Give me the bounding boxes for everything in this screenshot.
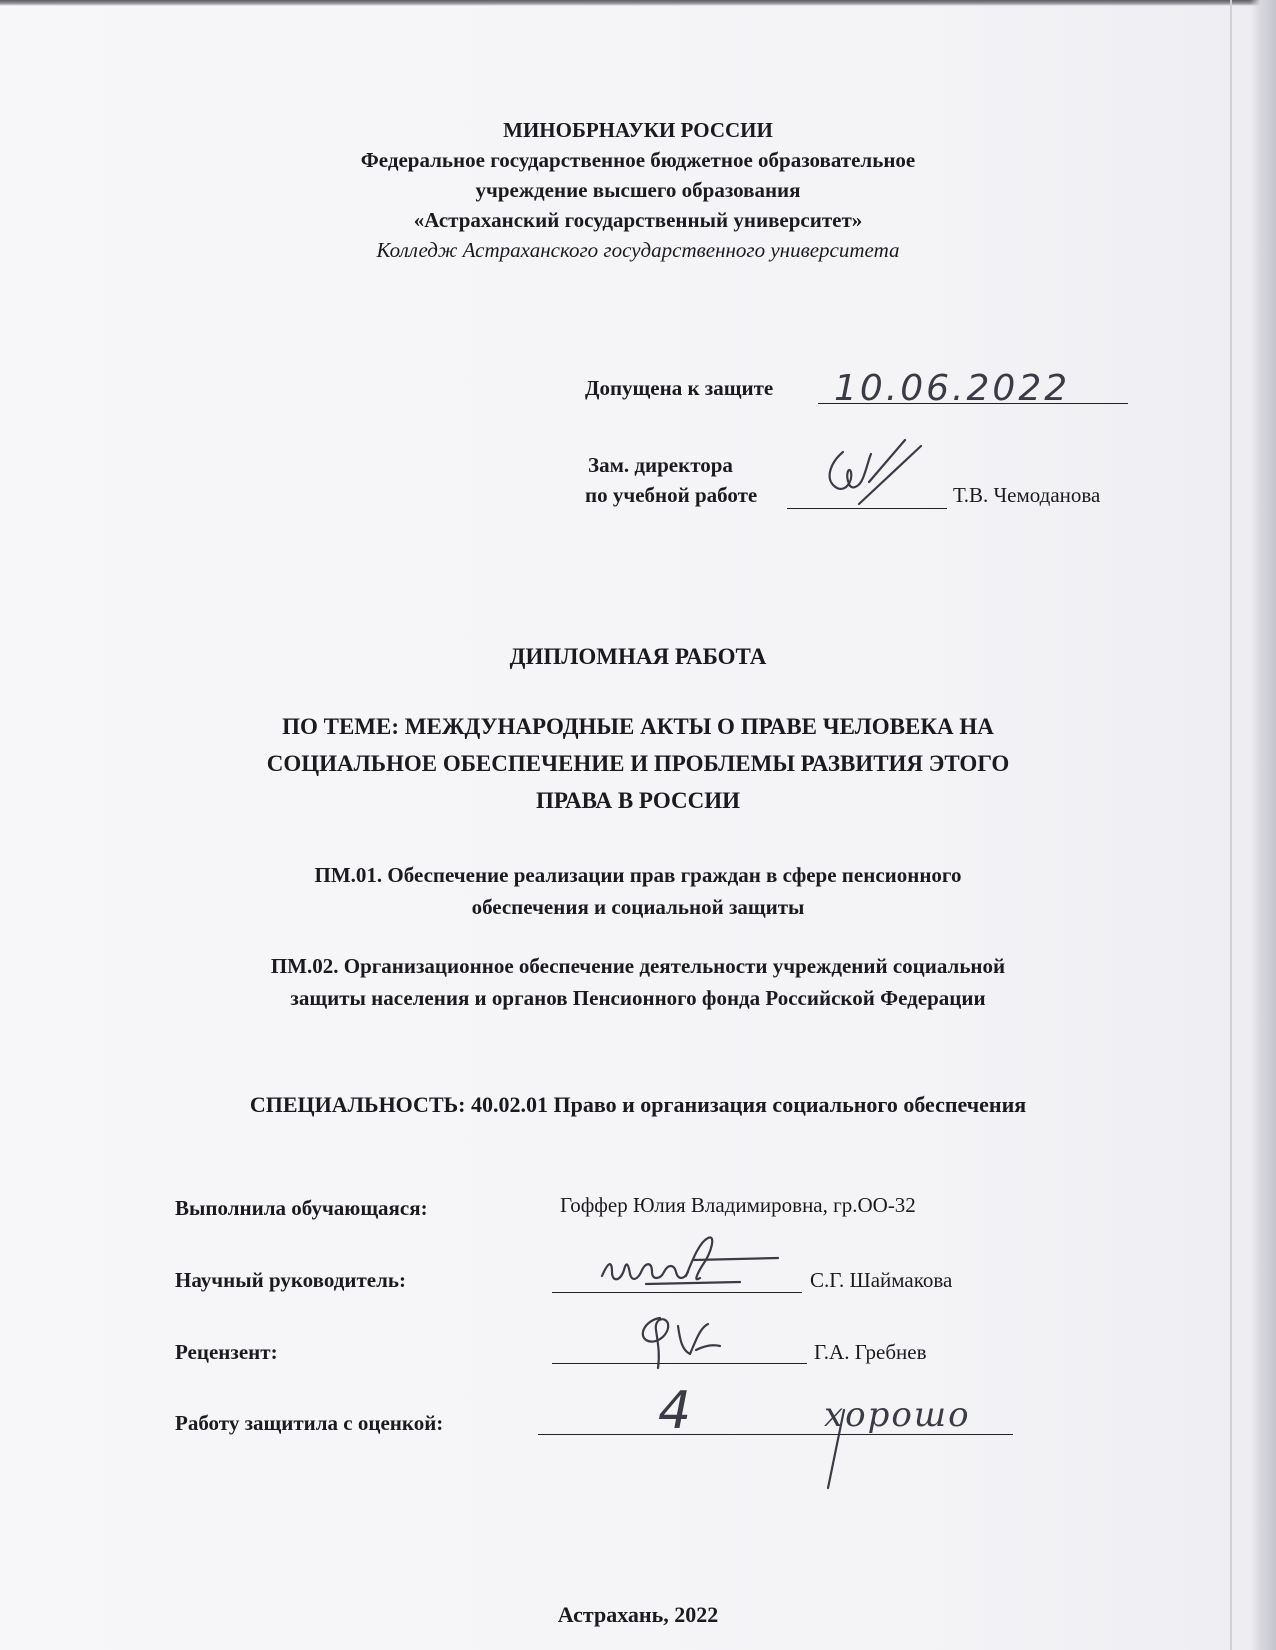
ministry-name: МИНОБРНАУКИ РОССИИ (503, 118, 773, 142)
topic-line-2: СОЦИАЛЬНОЕ ОБЕСПЕЧЕНИЕ И ПРОБЛЕМЫ РАЗВИТИЯ ЭТОГО (266, 751, 1010, 776)
city-year: Астрахань, 2022 (557, 1602, 719, 1627)
student-value: Гоффер Юлия Владимировна, гр.ОО-32 (560, 1193, 916, 1217)
pm01-line-1: ПМ.01. Обеспечение реализации прав граждан в сфере пенсионного (314, 863, 962, 887)
admitted-date-handwriting (830, 362, 1090, 410)
grade-word-handwriting (810, 1386, 1020, 1496)
admitted-date-text: 10.06.2022 (834, 368, 1071, 409)
scan-top-shadow (0, 0, 1276, 6)
deputy-label-line-2: по учебной работе (585, 483, 758, 507)
institution-line-2: учреждение высшего образования (475, 178, 801, 202)
grade-number-handwriting (650, 1372, 730, 1441)
student-label: Выполнила обучающаяся: (175, 1196, 428, 1220)
pm02-line-2: защиты населения и органов Пенсионного фонда Российской Федерации (290, 986, 986, 1010)
pm02-line-1: ПМ.02. Организационное обеспечение деятельности учреждений социальной (270, 954, 1006, 978)
specialty-label: СПЕЦИАЛЬНОСТЬ: (249, 1092, 466, 1117)
supervisor-signature (590, 1232, 790, 1296)
supervisor-label: Научный руководитель: (175, 1268, 406, 1292)
reviewer-signature (620, 1310, 740, 1372)
grade-word-text: хорошо (824, 1395, 971, 1435)
pm01-line-2: обеспечения и социальной защиты (471, 895, 805, 919)
deputy-signature (815, 432, 925, 522)
institution-line-1: Федеральное государственное бюджетное образовательное (360, 148, 916, 172)
reviewer-label: Рецензент: (175, 1340, 278, 1364)
grade-number-text: 4 (658, 1381, 692, 1441)
university-name: «Астраханский государственный университет» (413, 208, 863, 232)
specialty-value: 40.02.01 Право и организация социального обеспечения (471, 1092, 1027, 1117)
reviewer-name: Г.А. Гребнев (814, 1340, 927, 1364)
topic-line-1: ПО ТЕМЕ: МЕЖДУНАРОДНЫЕ АКТЫ О ПРАВЕ ЧЕЛОВЕКА НА (282, 714, 994, 739)
topic-line-3: ПРАВА В РОССИИ (535, 788, 741, 813)
deputy-name: Т.В. Чемоданова (953, 483, 1101, 507)
admitted-label: Допущена к защите (585, 376, 774, 400)
work-type: ДИПЛОМНАЯ РАБОТА (509, 644, 767, 669)
supervisor-name: С.Г. Шаймакова (810, 1268, 953, 1292)
deputy-label-line-1: Зам. директора (588, 453, 733, 477)
specialty (0, 1092, 1276, 1118)
college-name: Колледж Астраханского государственного университета (376, 238, 900, 262)
grade-label: Работу защитила с оценкой: (175, 1411, 444, 1435)
